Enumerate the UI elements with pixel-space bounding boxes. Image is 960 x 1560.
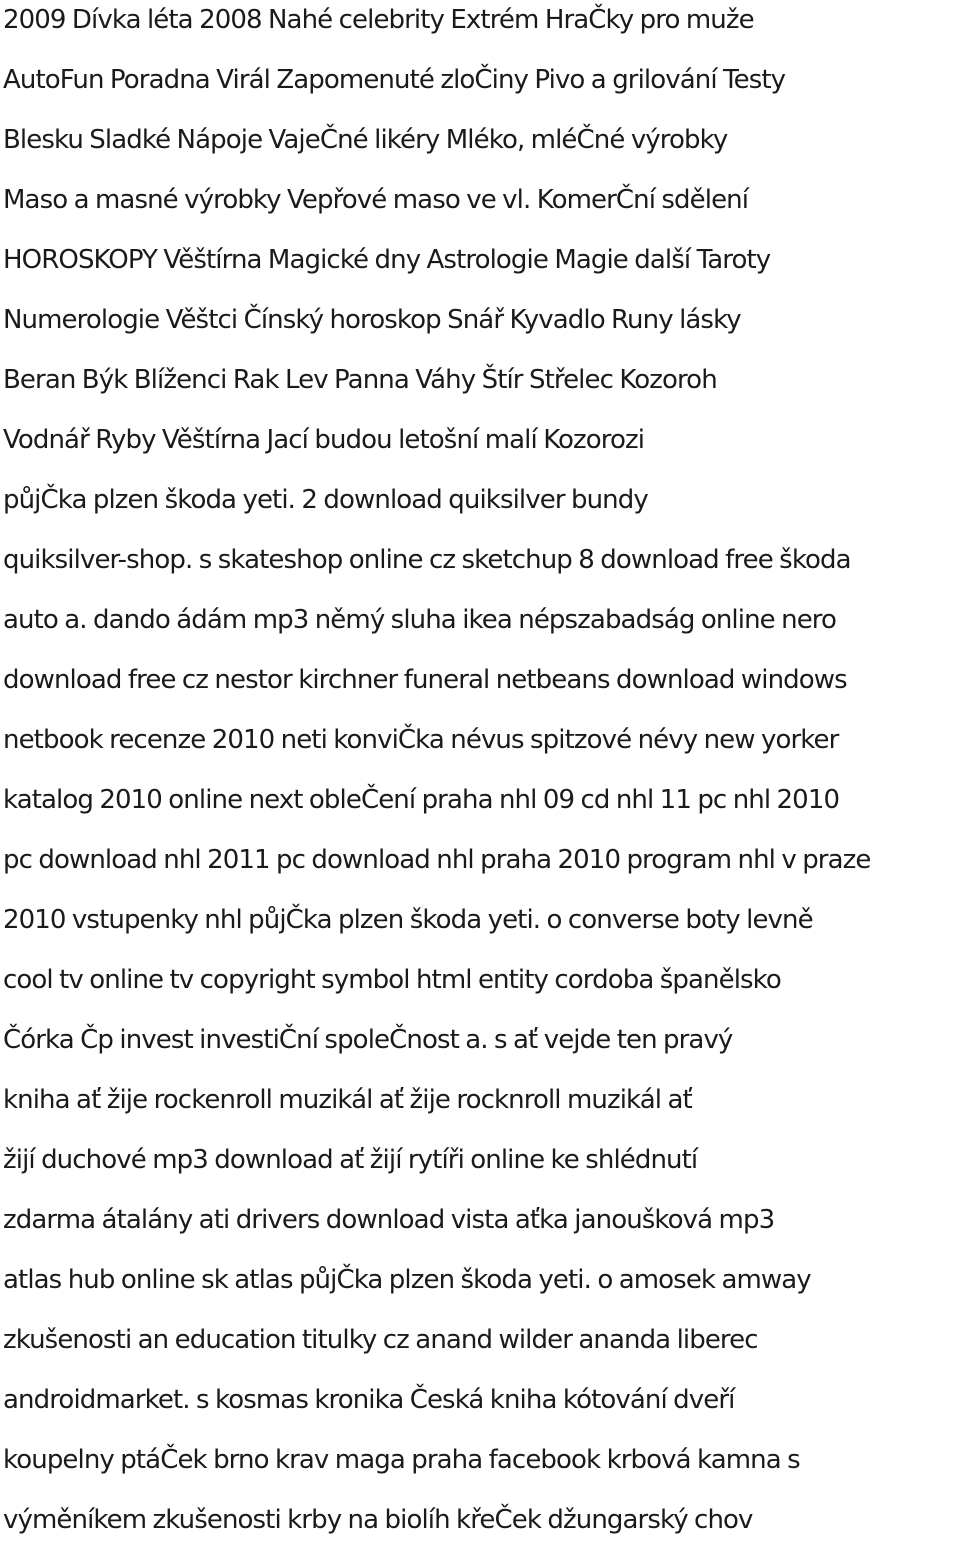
text-line: Vodnář Ryby Věštírna Jací budou letošní malí Kozorozi: [3, 425, 645, 455]
text-line: androidmarket. s kosmas kronika Česká kniha kótování dveří: [3, 1385, 735, 1415]
text-line: kniha ať žije rockenroll muzikál ať žije rocknroll muzikál ať: [3, 1085, 692, 1115]
text-line: Numerologie Věštci Čínský horoskop Snář Kyvadlo Runy lásky: [3, 305, 741, 335]
text-line: pc download nhl 2011 pc download nhl praha 2010 program nhl v praze: [3, 845, 871, 875]
text-line: AutoFun Poradna Virál Zapomenuté zloČiny Pivo a grilování Testy: [3, 65, 786, 95]
text-line: Blesku Sladké Nápoje VajeČné likéry Mléko, mléČné výrobky: [3, 125, 728, 155]
text-line: HOROSKOPY Věštírna Magické dny Astrologie Magie další Taroty: [3, 245, 771, 275]
text-line: Beran Býk Blíženci Rak Lev Panna Váhy Štír Střelec Kozoroh: [3, 365, 717, 395]
text-line: auto a. dando ádám mp3 němý sluha ikea népszabadság online nero: [3, 605, 837, 635]
text-line: cool tv online tv copyright symbol html entity cordoba španělsko: [3, 965, 781, 995]
text-line: netbook recenze 2010 neti konviČka névus spitzové névy new yorker: [3, 725, 839, 755]
text-line: Maso a masné výrobky Vepřové maso ve vl. KomerČní sdělení: [3, 185, 749, 215]
text-line: Čórka Čp invest investiČní spoleČnost a. s ať vejde ten pravý: [3, 1025, 733, 1055]
text-line: zdarma átalány ati drivers download vista aťka janoušková mp3: [3, 1205, 775, 1235]
text-line: download free cz nestor kirchner funeral netbeans download windows: [3, 665, 847, 695]
text-line: quiksilver-shop. s skateshop online cz sketchup 8 download free škoda: [3, 545, 851, 575]
text-line: zkušenosti an education titulky cz anand wilder ananda liberec: [3, 1325, 758, 1355]
text-line: 2010 vstupenky nhl půjČka plzen škoda yeti. o converse boty levně: [3, 905, 813, 935]
text-line: žijí duchové mp3 download ať žijí rytíři online ke shlédnutí: [3, 1145, 698, 1175]
text-line: katalog 2010 online next obleČení praha nhl 09 cd nhl 11 pc nhl 2010: [3, 785, 840, 815]
text-line: koupelny ptáČek brno krav maga praha facebook krbová kamna s: [3, 1445, 800, 1475]
text-line: 2009 Dívka léta 2008 Nahé celebrity Extrém HraČky pro muže: [3, 5, 754, 35]
text-line: výměníkem zkušenosti krby na biolíh křeČek džungarský chov: [3, 1505, 753, 1535]
text-line: půjČka plzen škoda yeti. 2 download quiksilver bundy: [3, 485, 648, 515]
text-line: atlas hub online sk atlas půjČka plzen škoda yeti. o amosek amway: [3, 1265, 811, 1295]
